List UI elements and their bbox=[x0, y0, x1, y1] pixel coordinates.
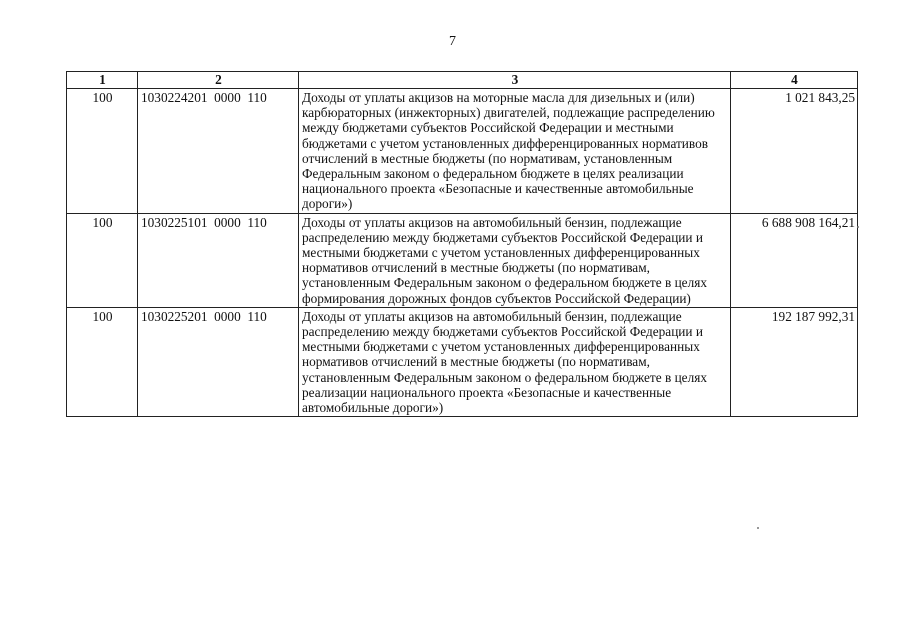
revenue-table bbox=[66, 71, 858, 417]
table-row bbox=[67, 89, 858, 214]
table-row bbox=[67, 213, 858, 307]
budget-classification-code-cell: 1030224201 0000 110 bbox=[138, 89, 299, 214]
column-header-4: 4 bbox=[731, 72, 858, 89]
scan-speck bbox=[857, 226, 859, 228]
table-header-row bbox=[67, 72, 858, 89]
budget-classification-code-cell: 1030225101 0000 110 bbox=[138, 213, 299, 307]
column-header-1: 1 bbox=[67, 72, 138, 89]
revenue-description-cell: Доходы от уплаты акцизов на моторные масла для дизельных и (или) карбюраторных (инжекторных) двигателей, подлежащие распределению между бюджетами субъектов Российской Федерации и местными бюджетами с учетом установленных дифференцированных нормативов отчислений в местные бюджеты (по нормативам, установленным Федеральным законом о федеральном бюджете в целях реализации национального проекта «Безопасные и качественные автомобильные дороги») bbox=[299, 89, 731, 214]
budget-classification-code-cell: 1030225201 0000 110 bbox=[138, 307, 299, 416]
column-header-3: 3 bbox=[299, 72, 731, 89]
revenue-description-cell: Доходы от уплаты акцизов на автомобильный бензин, подлежащие распределению между бюджетами субъектов Российской Федерации и местными бюджетами с учетом установленных дифференцированных нормативов отчислений в местные бюджеты (по нормативам, установленным Федеральным законом о федеральном бюджете в целях реализации национального проекта «Безопасные и качественные автомобильные дороги») bbox=[299, 307, 731, 416]
amount-cell: 192 187 992,31 bbox=[731, 307, 858, 416]
revenue-description-cell: Доходы от уплаты акцизов на автомобильный бензин, подлежащие распределению между бюджетами субъектов Российской Федерации и местными бюджетами с учетом установленных дифференцированных нормативов отчислений в местные бюджеты (по нормативам, установленным Федеральным законом о федеральном бюджете в целях формирования дорожных фондов субъектов Российской Федерации) bbox=[299, 213, 731, 307]
page-number: 7 bbox=[449, 34, 456, 49]
column-header-2: 2 bbox=[138, 72, 299, 89]
table-row bbox=[67, 307, 858, 416]
amount-cell: 6 688 908 164,21 bbox=[731, 213, 858, 307]
admin-code-cell: 100 bbox=[67, 307, 138, 416]
admin-code-cell: 100 bbox=[67, 213, 138, 307]
amount-cell: 1 021 843,25 bbox=[731, 89, 858, 214]
admin-code-cell: 100 bbox=[67, 89, 138, 214]
scan-speck bbox=[757, 527, 759, 529]
